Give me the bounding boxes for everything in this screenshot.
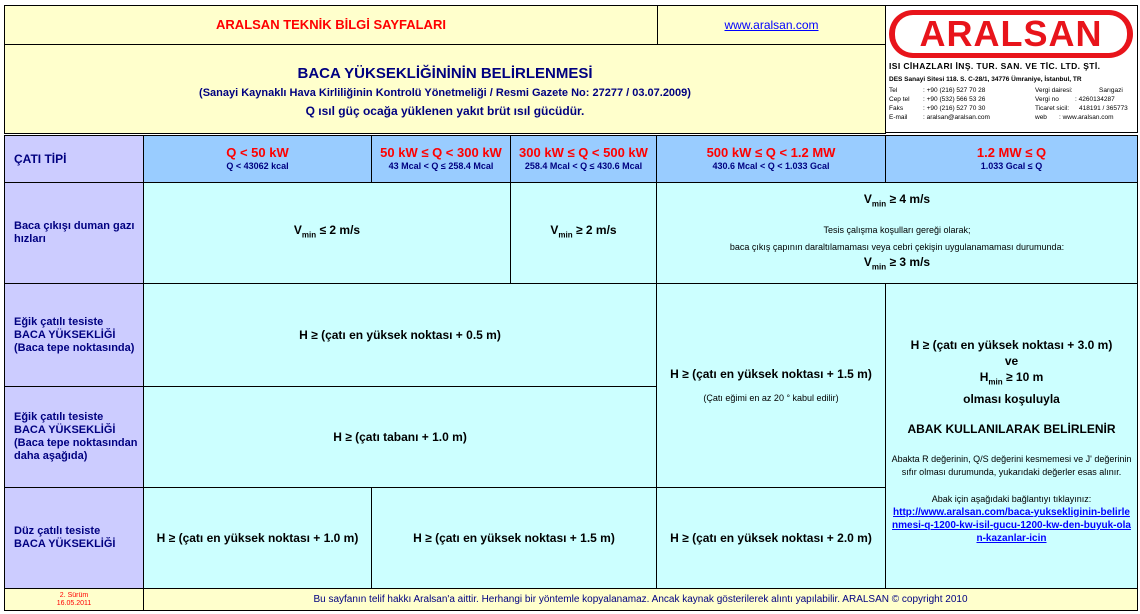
sloped-roof-top-label: Eğik çatılı tesiste BACA YÜKSEKLİĞİ (Baca tepe noktasında) xyxy=(4,283,144,387)
column-header-3: 300 kW ≤ Q < 500 kW 258.4 Mcal < Q ≤ 430.6 Mcal xyxy=(510,135,657,183)
logo-text: ARALSAN xyxy=(919,13,1103,54)
flat-roof-col23: H ≥ (çatı en yüksek noktası + 1.5 m) xyxy=(371,487,657,589)
aralsan-logo xyxy=(889,10,1133,58)
sloped-roof-below-label: Eğik çatılı tesiste BACA YÜKSEKLİĞİ (Baca tepe noktasından daha aşağıda) xyxy=(4,386,144,488)
flat-roof-col1: H ≥ (çatı en yüksek noktası + 1.0 m) xyxy=(143,487,372,589)
flat-roof-col4: H ≥ (çatı en yüksek noktası + 2.0 m) xyxy=(656,487,886,589)
velocity-label: Baca çıkışı duman gazı hızları xyxy=(4,182,144,284)
abak-link[interactable]: http://www.aralsan.com/baca-yuksekliginin-belirlenmesi-q-1200-kw-isil-gucu-1200-kw-den-buyuk-olan-kazanlar-icin xyxy=(892,506,1131,544)
page-title-cell xyxy=(4,44,886,134)
page-title: BACA YÜKSEKLİĞİNİNİN BELİRLENMESİ xyxy=(297,65,593,82)
large-capacity-cell: H ≥ (çatı en yüksek noktası + 3.0 m) ve $H_{min} \ge 10$ m olması koşuluyla ABAK KULLANILARAK BELİRLENİR Abakta R değerinin, Q/S değerini kesmemesi ve J' değerinin sıfır olması durumunda, yukarıdaki değerler esas alınır. Abak için aşağıdaki bağlantıyı tıklayınız: http://www.aralsan.com/baca-yuksekliginin-belirlenmesi-q-1200-kw-isil-gucu-1200-kw-den-buyuk-olan-kazanlar-icin xyxy=(885,283,1138,589)
velocity-cell-mid: $V_{min} \ge 2$ m/s xyxy=(510,182,657,284)
roof-type-header: ÇATI TİPİ xyxy=(4,135,144,183)
company-name: ISI CİHAZLARI İNŞ. TUR. SAN. VE TİC. LTD. ŞTİ. xyxy=(889,61,1101,71)
company-address: DES Sanayi Sitesi 118. S. C-28/1, 34776 Ümraniye, İstanbul, TR xyxy=(889,76,1082,83)
abak-note: Abakta R değerinin, Q/S değerini kesmemesi ve J' değerinin sıfır olması durumunda, yukarıdaki değerler esas alınır. xyxy=(891,453,1132,477)
version-cell: 2. Sürüm 16.05.2011 xyxy=(4,588,144,611)
regulation-reference: (Sanayi Kaynaklı Hava Kirliliğinin Kontrolü Yönetmeliği / Resmi Gazete No: 27277 / 03.07.2009) xyxy=(199,87,691,99)
column-header-1: Q < 50 kW Q < 43062 kcal xyxy=(143,135,372,183)
column-header-4: 500 kW ≤ Q < 1.2 MW 430.6 Mcal < Q < 1.033 Gcal xyxy=(656,135,886,183)
website-link[interactable]: www.aralsan.com xyxy=(724,18,819,32)
column-header-2: 50 kW ≤ Q < 300 kW 43 Mcal < Q ≤ 258.4 Mcal xyxy=(371,135,511,183)
q-definition: Q ısıl güç ocağa yüklenen yakıt brüt ısıl gücüdür. xyxy=(305,104,585,118)
site-title: ARALSAN TEKNİK BİLGİ SAYFALARI xyxy=(216,17,446,32)
column-header-5: 1.2 MW ≤ Q 1.033 Gcal ≤ Q xyxy=(885,135,1138,183)
velocity-cell-high: $V_{min} \ge 4$ m/s Tesis çalışma koşulları gereği olarak; baca çıkış çapının daraltılamaması veya cebri çekişin uygulanamaması durumunda: $V_{min} \ge 3$ m/s xyxy=(656,182,1138,284)
sloped-roof-col4-formula: H ≥ (çatı en yüksek noktası + 1.5 m) (Çatı eğimi en az 20 ° kabul edilir) xyxy=(656,283,886,488)
velocity-cell-low: $V_{min} \le 2$ m/s xyxy=(143,182,511,284)
copyright-cell: Bu sayfanın telif hakkı Aralsan'a aittir. Herhangi bir yöntemle kopyalanamaz. Ancak kaynak gösterilerek alıntı yapılabilir. ARALSAN © copyright 2010 xyxy=(143,588,1138,611)
site-title-cell xyxy=(4,5,658,45)
sloped-roof-top-formula: H ≥ (çatı en yüksek noktası + 0.5 m) xyxy=(143,283,657,387)
company-info-box: ARALSAN ISI CİHAZLARI İNŞ. TUR. SAN. VE TİC. LTD. ŞTİ. DES Sanayi Sitesi 118. S. C-28/1, 34776 Ümraniye, İstanbul, TR Tel : +90 (216) 527 70 28 Vergi dairesi: Sarıgazi Cep tel : +90 (532) 566 53 26 Vergi no : 4260134287 Faks : +90 (216) 527 70 30 Ticaret sicil: 418191 / 365773 E-mail : aralsan@aralsan.com web : www.aralsan.com xyxy=(885,5,1138,133)
website-cell xyxy=(657,5,886,45)
flat-roof-label: Düz çatılı tesiste BACA YÜKSEKLİĞİ xyxy=(4,487,144,589)
sloped-roof-below-formula: H ≥ (çatı tabanı + 1.0 m) xyxy=(143,386,657,488)
